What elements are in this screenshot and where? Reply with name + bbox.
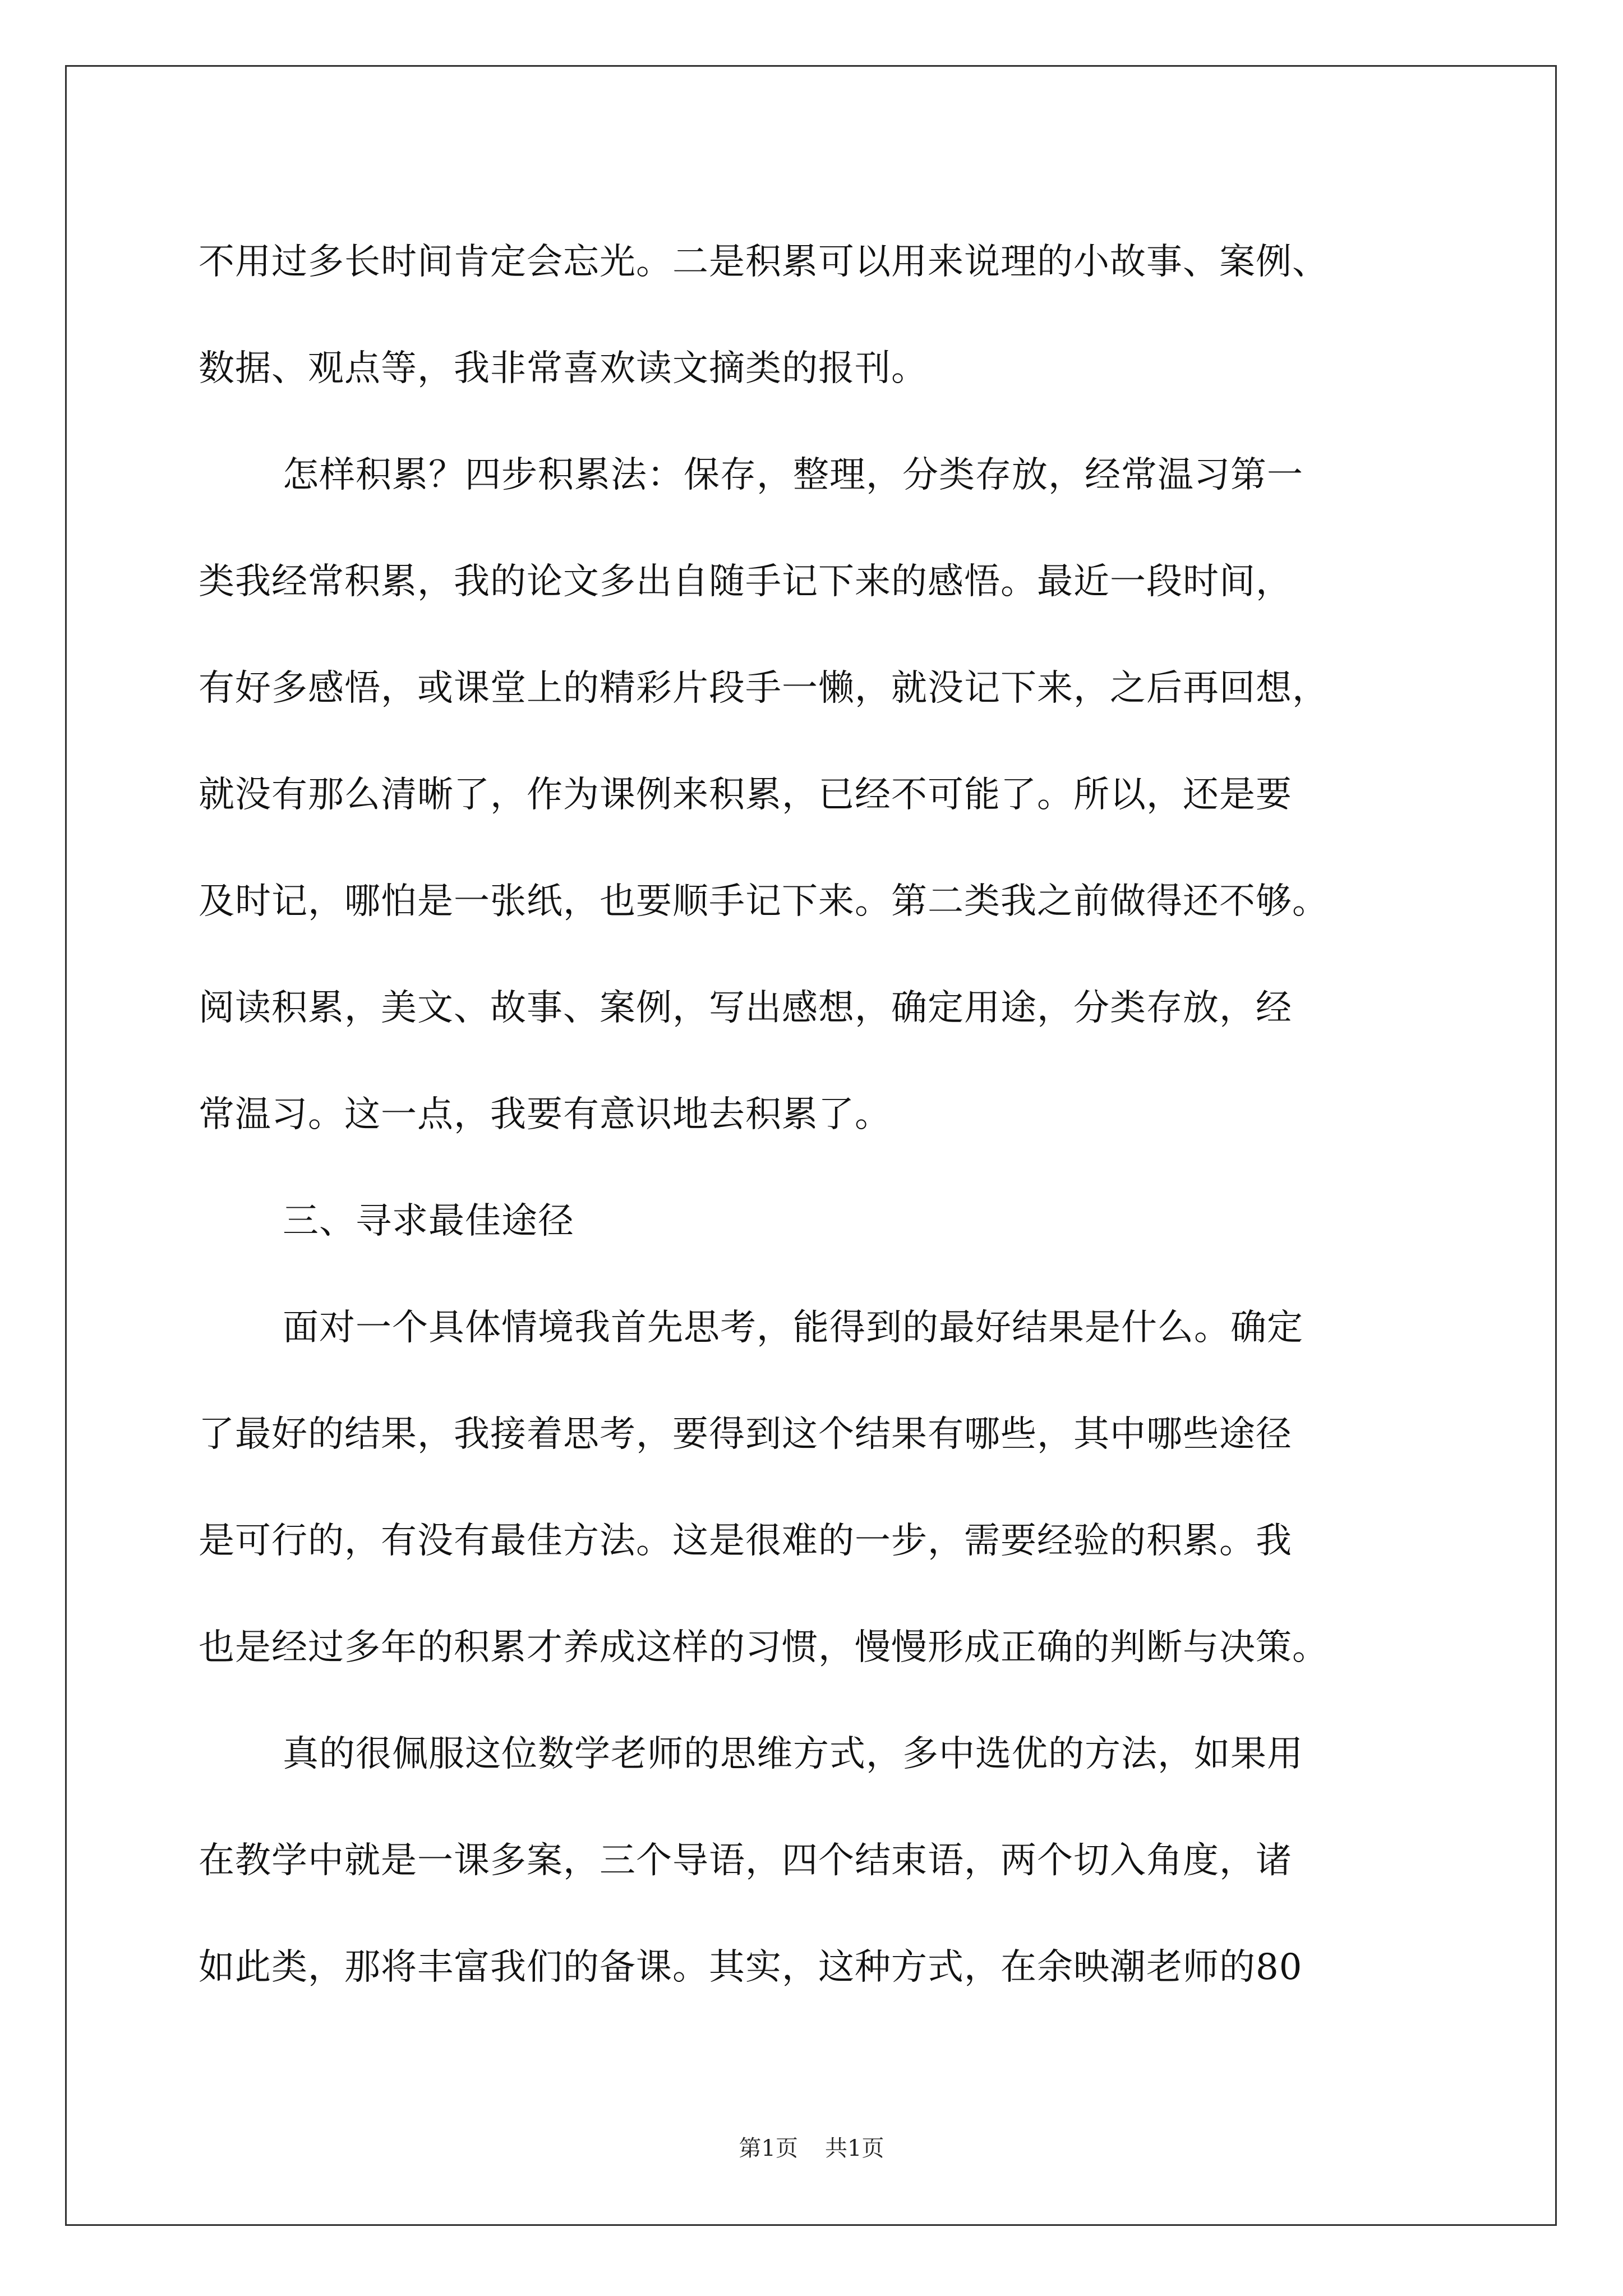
page-number-current: 第1页 bbox=[739, 2136, 798, 2161]
text-line: 是可行的，有没有最佳方法。这是很难的一步，需要经验的积累。我 bbox=[199, 1520, 1292, 1562]
text-line: 如此类，那将丰富我们的备课。其实，这种方式，在余映潮老师的80 bbox=[199, 1947, 1303, 1988]
page-number-total: 共1页 bbox=[825, 2136, 884, 2161]
section-heading: 三、寻求最佳途径 bbox=[283, 1200, 574, 1242]
document-body bbox=[199, 209, 1427, 2021]
text-line: 在教学中就是一课多案，三个导语，四个结束语，两个切入角度，诸 bbox=[199, 1840, 1292, 1881]
text-line: 不用过多长时间肯定会忘光。二是积累可以用来说理的小故事、案例、 bbox=[199, 241, 1329, 283]
text-line: 面对一个具体情境我首先思考，能得到的最好结果是什么。确定 bbox=[283, 1307, 1303, 1349]
text-line: 怎样积累？四步积累法：保存，整理，分类存放，经常温习第一 bbox=[283, 454, 1303, 496]
text-line: 及时记，哪怕是一张纸，也要顺手记下来。第二类我之前做得还不够。 bbox=[199, 881, 1329, 922]
text-line: 有好多感悟，或课堂上的精彩片段手一懒，就没记下来，之后再回想， bbox=[199, 668, 1329, 709]
text-line: 阅读积累，美文、故事、案例，写出感想，确定用途，分类存放，经 bbox=[199, 987, 1292, 1029]
text-line: 常温习。这一点，我要有意识地去积累了。 bbox=[199, 1094, 891, 1135]
text-line: 数据、观点等，我非常喜欢读文摘类的报刊。 bbox=[199, 348, 928, 389]
text-line: 类我经常积累，我的论文多出自随手记下来的感悟。最近一段时间， bbox=[199, 561, 1292, 602]
page-footer bbox=[0, 2132, 1623, 2165]
text-line: 也是经过多年的积累才养成这样的习惯，慢慢形成正确的判断与决策。 bbox=[199, 1627, 1329, 1668]
text-line: 就没有那么清晰了，作为课例来积累，已经不可能了。所以，还是要 bbox=[199, 774, 1292, 816]
text-line: 了最好的结果，我接着思考，要得到这个结果有哪些，其中哪些途径 bbox=[199, 1414, 1292, 1455]
text-line: 真的很佩服这位数学老师的思维方式，多中选优的方法，如果用 bbox=[283, 1733, 1303, 1775]
